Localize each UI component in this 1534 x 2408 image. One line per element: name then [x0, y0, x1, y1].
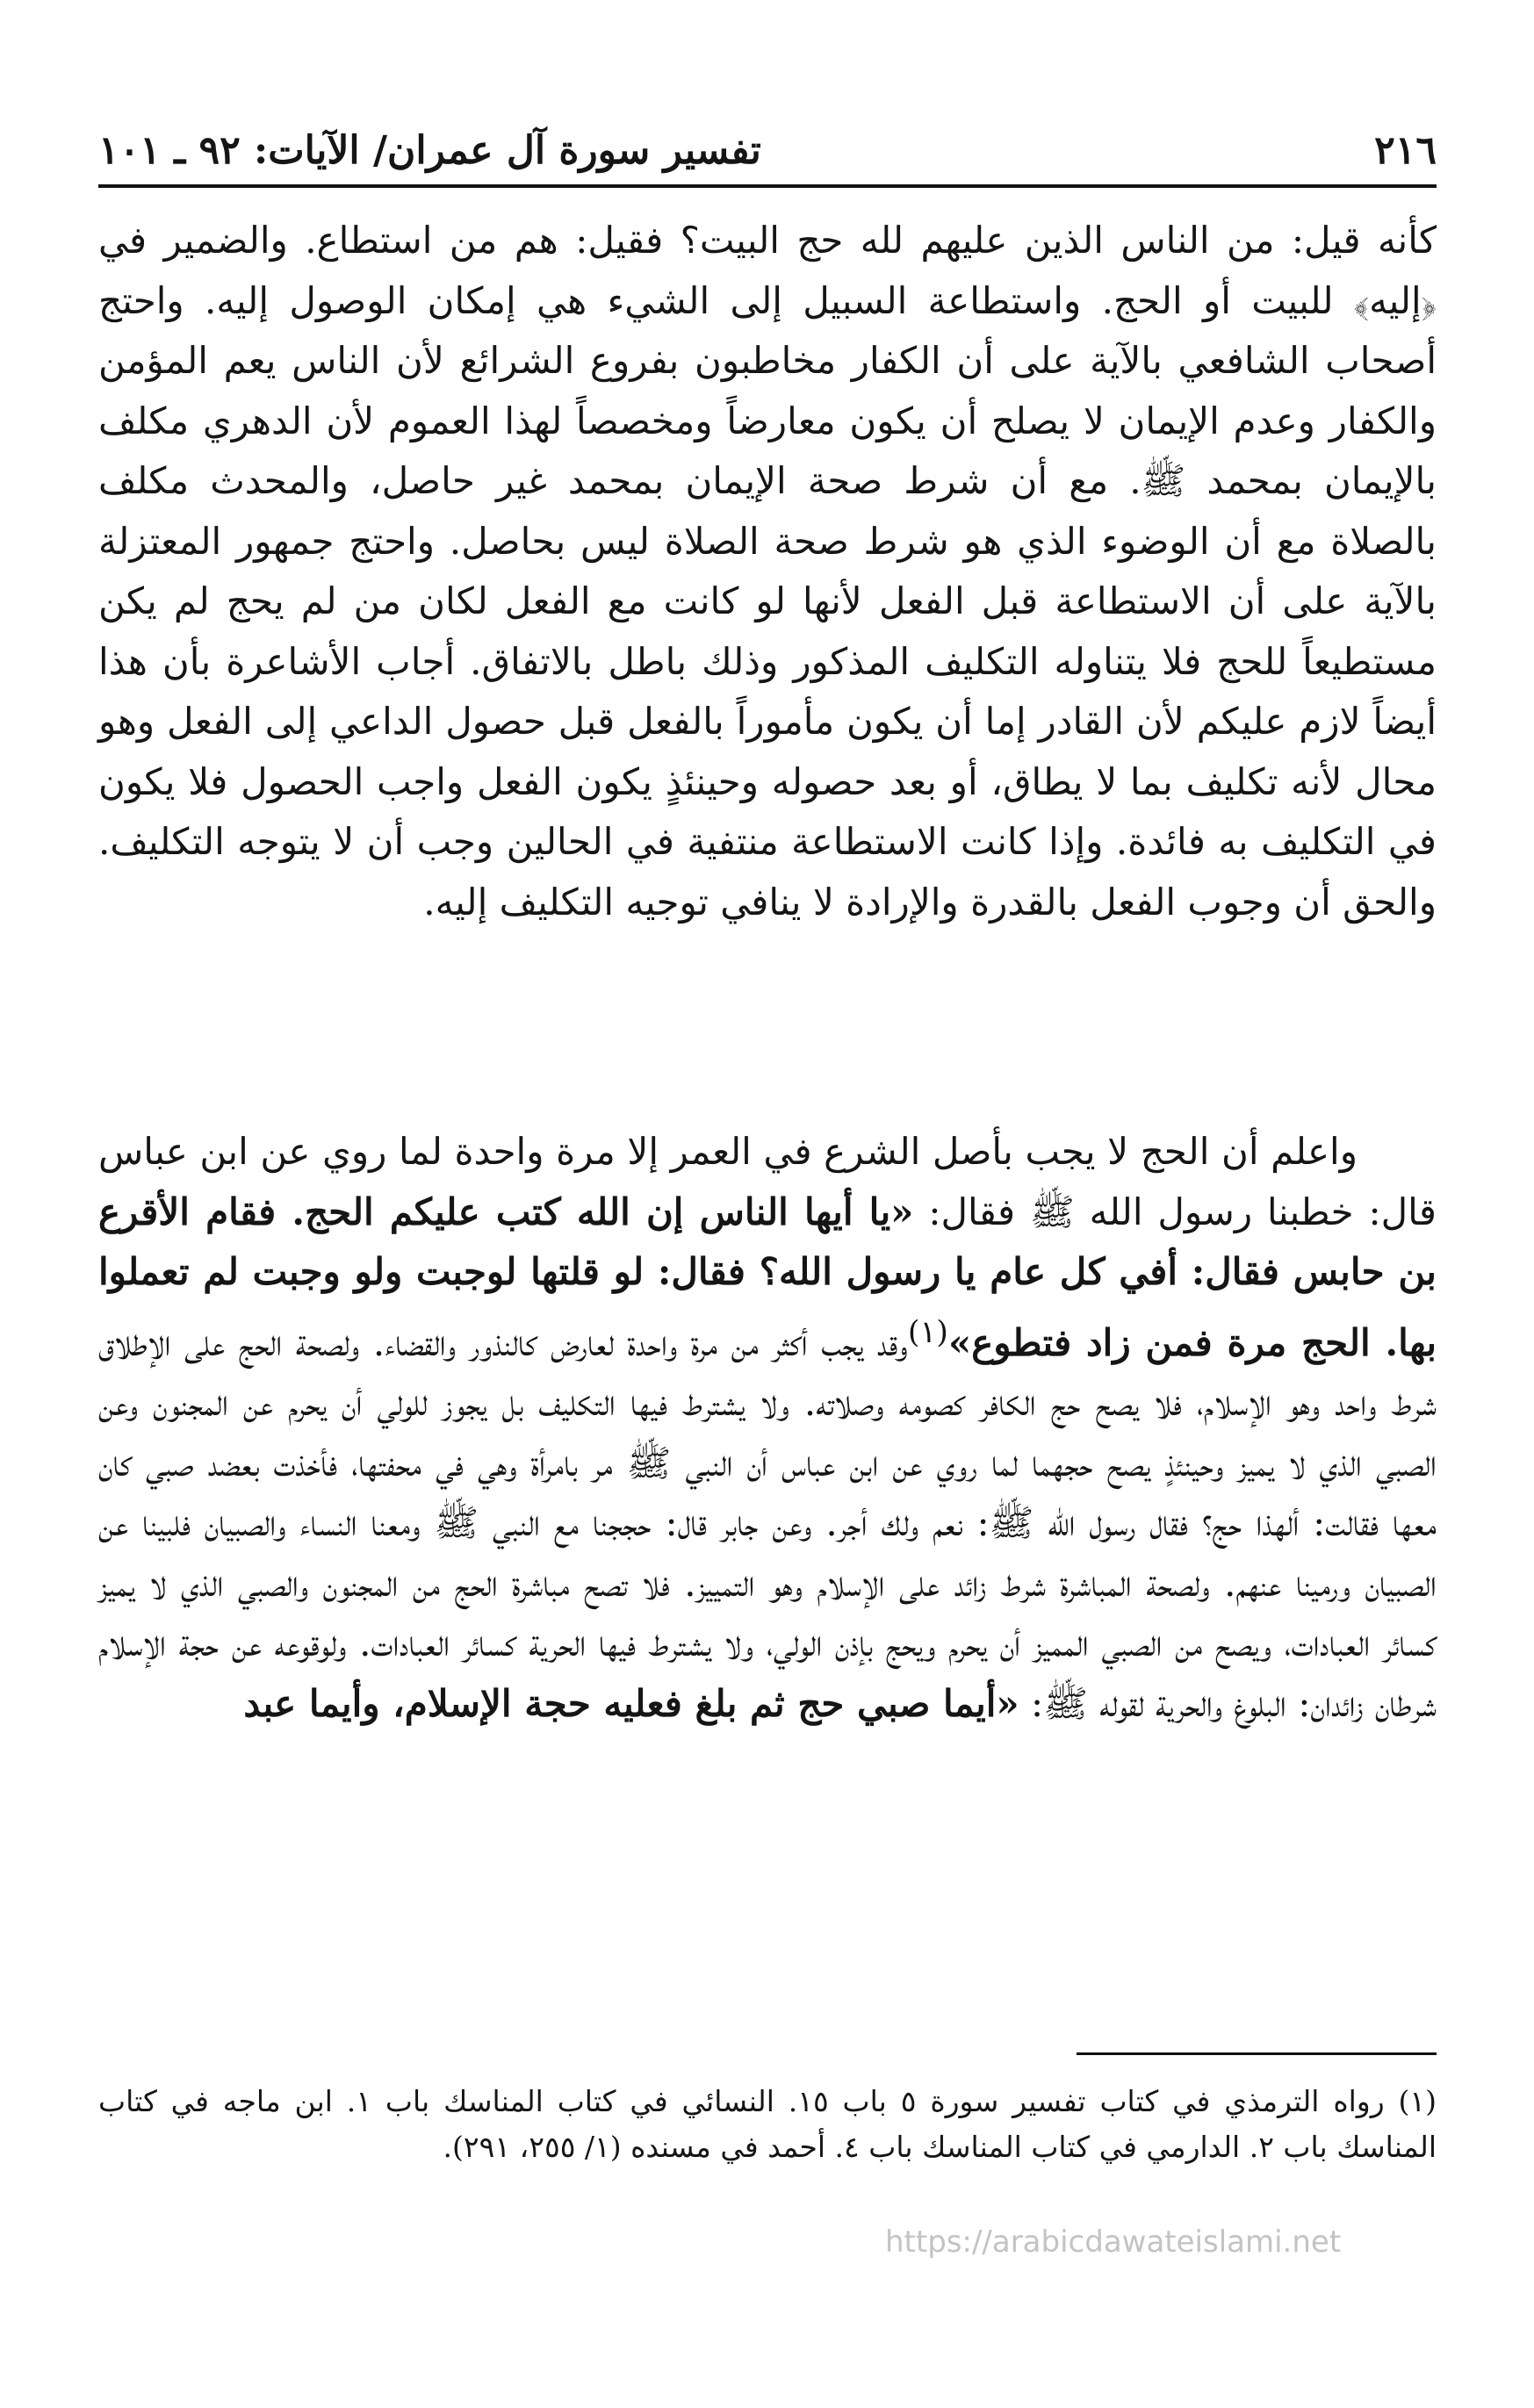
footnotes — [98, 2079, 1437, 2170]
page-number: ٢١٦ — [1374, 128, 1437, 173]
watermark-url: https://arabicdawateislami.net — [885, 2225, 1342, 2260]
footnote-1: (١) رواه الترمذي في كتاب تفسير سورة ٥ باب ١٥. النسائي في كتاب المناسك باب ١. ابن ماجه في كتاب المناسك باب ٢. الدارمي في كتاب المناسك باب ٤. أحمد في مسنده (١/ ٢٥٥، ٢٩١). — [98, 2084, 1437, 2164]
header-rule — [98, 184, 1437, 188]
running-title: تفسير سورة آل عمران/ الآيات: ٩٢ ـ ١٠١ — [98, 128, 761, 173]
paragraph-1 — [98, 211, 1437, 932]
paragraph-2-part-2: وقد يجب أكثر من مرة واحدة لعارض كالنذور والقضاء. ولصحة الحج على الإطلاق شرط واحد وهو الإسلام، فلا يصح حج الكافر كصومه وصلاته. ولا يشترط فيها التكليف بل يجوز للولي أن يحرم عن المجنون وعن الصبي الذي لا يميز وحينئذٍ يصح حجهما لما روي عن ابن عباس أن النبي ﷺ مر بامرأة وهي في محفتها، فأخذت بعضد صبي كان معها فقالت: ألهذا حج؟ فقال رسول الله ﷺ: نعم ولك أجر. وعن جابر قال: حججنا مع النبي ﷺ ومعنا النساء والصبيان فلبينا عن الصبيان ورمينا عنهم. ولصحة المباشرة شرط زائد على الإسلام وهو التمييز. فلا تصح مباشرة الحج من المجنون والصبي الذي لا يميز كسائر العبادات، ويصح من الصبي المميز أن يحرم ويحج بإذن الولي، ولا يشترط فيها الحرية كسائر العبادات. ولوقوعه عن حجة الإسلام شرطان زائدان: البلوغ والحرية لقوله ﷺ: — [98, 1320, 1437, 1725]
footnote-rule — [1077, 2052, 1437, 2055]
footnote-marker[interactable]: (١) — [907, 1314, 948, 1350]
hadith-quote-2: «أيما صبي حج ثم بلغ فعليه حجة الإسلام، وأيما عبد — [243, 1681, 1019, 1725]
running-header — [98, 112, 1437, 190]
paragraph-2-text — [98, 1122, 1437, 1734]
paragraph-2-part-1: واعلم أن الحج لا يجب بأصل الشرع في العمر إلا مرة واحدة لما روي عن ابن عباس قال: خطبنا رسول الله ﷺ فقال: — [98, 1130, 1437, 1233]
hadith-quote-1: «يا أيها الناس إن الله كتب عليكم الحج. فقام الأقرع بن حابس فقال: أفي كل عام يا رسول الله؟ فقال: لو قلتها لوجبت ولو وجبت لم تعملوا بها. الحج مرة فمن زاد فتطوع» — [98, 1190, 1437, 1364]
paragraph-2 — [98, 1122, 1437, 1734]
paragraph-1-text: كأنه قيل: من الناس الذين عليهم لله حج البيت؟ فقيل: هم من استطاع. والضمير في ﴿إليه﴾ للبيت أو الحج. واستطاعة السبيل إلى الشيء هي إمكان الوصول إليه. واحتج أصحاب الشافعي بالآية على أن الكفار مخاطبون بفروع الشرائع لأن الناس يعم المؤمن والكفار وعدم الإيمان لا يصلح أن يكون معارضاً ومخصصاً لهذا العموم لأن الدهري مكلف بالإيمان بمحمد ﷺ. مع أن شرط صحة الإيمان بمحمد غير حاصل، والمحدث مكلف بالصلاة مع أن الوضوء الذي هو شرط صحة الصلاة ليس بحاصل. واحتج جمهور المعتزلة بالآية على أن الاستطاعة قبل الفعل لأنها لو كانت مع الفعل لكان من لم يحج لم يكن مستطيعاً للحج فلا يتناوله التكليف المذكور وذلك باطل بالاتفاق. أجاب الأشاعرة بأن هذا أيضاً لازم عليكم لأن القادر إما أن يكون مأموراً بالفعل قبل حصول الداعي إلى الفعل وهو محال لأنه تكليف بما لا يطاق، أو بعد حصوله وحينئذٍ يكون الفعل واجب الحصول فلا يكون في التكليف به فائدة. وإذا كانت الاستطاعة منتفية في الحالين وجب أن لا يتوجه التكليف. والحق أن وجوب الفعل بالقدرة والإرادة لا ينافي توجيه التكليف إليه. — [98, 219, 1437, 924]
